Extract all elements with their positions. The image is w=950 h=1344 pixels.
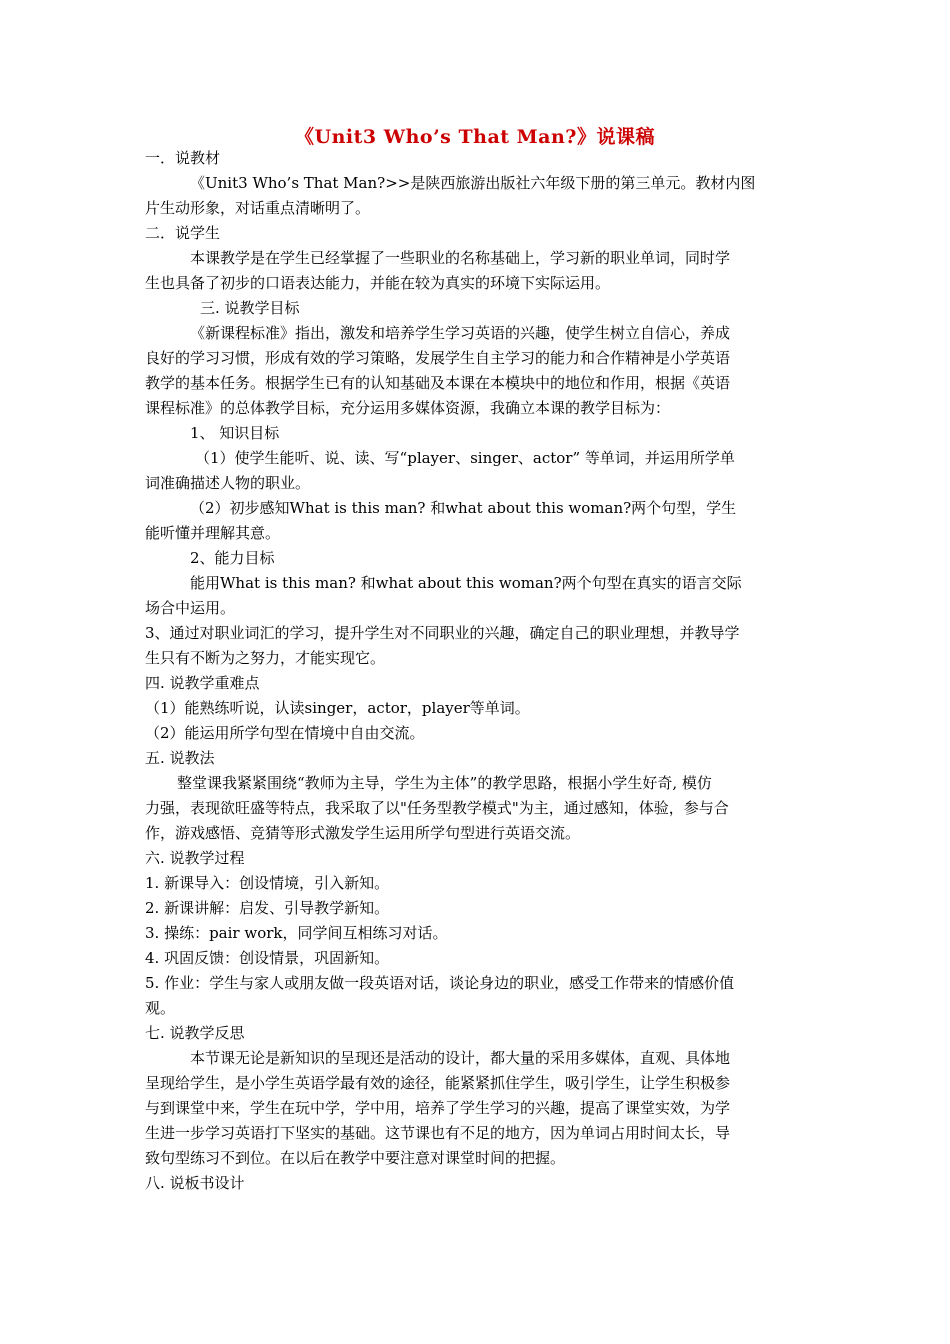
body-line: 六. 说教学过程 (145, 849, 245, 867)
body-line: 力强，表现欲旺盛等特点，我采取了以"任务型教学模式"为主，通过感知，体验，参与合 (145, 799, 729, 817)
body-line: （1）能熟练听说，认读singer，actor，player等单词。 (145, 699, 530, 717)
body-line: 场合中运用。 (145, 599, 236, 617)
body-line: 1. 新课导入：创设情境，引入新知。 (145, 874, 390, 892)
body-line: 教学的基本任务。根据学生已有的认知基础及本课在本模块中的地位和作用，根据《英语 (145, 374, 731, 392)
body-line: 观。 (145, 999, 176, 1017)
body-line: 3、通过对职业词汇的学习，提升学生对不同职业的兴趣，确定自己的职业理想，并教导学 (145, 624, 740, 642)
body-line: 呈现给学生，是小学生英语学最有效的途径，能紧紧抓住学生，吸引学生，让学生积极参 (145, 1074, 731, 1092)
body-line: 七. 说教学反思 (145, 1024, 245, 1042)
body-line: 1、 知识目标 (190, 424, 280, 442)
body-line: 2、能力目标 (190, 549, 275, 567)
body-line: 2. 新课讲解：启发、引导教学新知。 (145, 899, 390, 917)
body-line: 能听懂并理解其意。 (145, 524, 281, 542)
body-line: 片生动形象，对话重点清晰明了。 (145, 199, 371, 217)
body-line: （2）能运用所学句型在情境中自由交流。 (145, 724, 425, 742)
body-line: 5. 作业：学生与家人或朋友做一段英语对话，谈论身边的职业，感受工作带来的情感价值 (145, 974, 735, 992)
body-line: 课程标准》的总体教学目标，充分运用多媒体资源，我确立本课的教学目标为： (145, 399, 671, 417)
body-line: 整堂课我紧紧围绕“教师为主导，学生为主体”的教学思路，根据小学生好奇, 模仿 (177, 774, 712, 792)
body-line: 本课教学是在学生已经掌握了一些职业的名称基础上，学习新的职业单词，同时学 (190, 249, 731, 267)
body-line: 能用What is this man? 和what about this woman?两个句型在真实的语言交际 (190, 574, 742, 592)
body-line: 作，游戏感悟、竞猜等形式激发学生运用所学句型进行英语交流。 (145, 824, 581, 842)
body-line: 五. 说教法 (145, 749, 215, 767)
body-line: （2）初步感知What is this man? 和what about this woman?两个句型，学生 (190, 499, 737, 517)
body-line: 三. 说教学目标 (200, 299, 300, 317)
body-line: 二．说学生 (145, 224, 221, 242)
body-line: 3. 操练：pair work，同学间互相练习对话。 (145, 924, 448, 942)
body-line: 与到课堂中来，学生在玩中学，学中用，培养了学生学习的兴趣，提高了课堂实效，为学 (145, 1099, 731, 1117)
body-line: 4. 巩固反馈：创设情景，巩固新知。 (145, 949, 390, 967)
body-line: 本节课无论是新知识的呈现还是活动的设计，都大量的采用多媒体，直观、具体地 (190, 1049, 731, 1067)
body-line: 致句型练习不到位。在以后在教学中要注意对课堂时间的把握。 (145, 1149, 566, 1167)
body-line: 良好的学习习惯，形成有效的学习策略，发展学生自主学习的能力和合作精神是小学英语 (145, 349, 731, 367)
body-line: 四. 说教学重难点 (145, 674, 260, 692)
body-line: 词准确描述人物的职业。 (145, 474, 311, 492)
document-title: 《Unit3 Who’s That Man?》说课稿 (295, 126, 655, 148)
body-line: 生只有不断为之努力，才能实现它。 (145, 649, 386, 667)
body-line: 一．说教材 (145, 149, 221, 167)
body-line: 生也具备了初步的口语表达能力，并能在较为真实的环境下实际运用。 (145, 274, 611, 292)
body-line: 《新课程标准》指出，激发和培养学生学习英语的兴趣，使学生树立自信心，养成 (190, 324, 731, 342)
body-line: 《Unit3 Who’s That Man?>>是陕西旅游出版社六年级下册的第三单元。教材内图 (190, 174, 756, 192)
body-line: 生进一步学习英语打下坚实的基础。这节课也有不足的地方，因为单词占用时间太长，导 (145, 1124, 731, 1142)
body-line: 八. 说板书设计 (145, 1174, 245, 1192)
body-line: （1）使学生能听、说、读、写“player、singer、actor” 等单词，并运用所学单 (195, 449, 735, 467)
